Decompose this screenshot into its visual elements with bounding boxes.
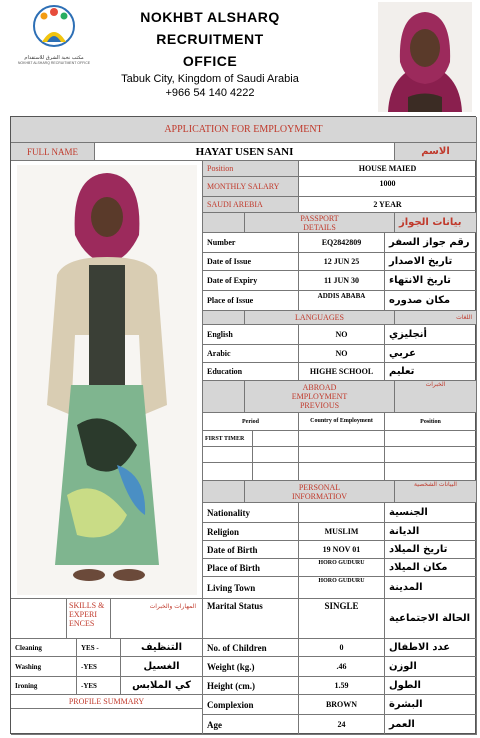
living-town-label: Living Town bbox=[203, 577, 299, 599]
skills-section-ar: المهارات والخبرات bbox=[111, 599, 203, 639]
personal-section-spacer bbox=[203, 481, 245, 503]
languages-section-title: LANGUAGES bbox=[245, 311, 395, 325]
place-of-issue-ar: مكان صدوره bbox=[385, 291, 477, 311]
company-header bbox=[90, 6, 330, 100]
abroad-row-country bbox=[299, 431, 385, 447]
abroad-row-position bbox=[385, 447, 477, 463]
date-of-birth-value: 19 NOV 01 bbox=[299, 541, 385, 559]
contract-country-label: SAUDI AREBIA bbox=[203, 197, 299, 213]
passport-number-ar: رقم جواز السفر bbox=[385, 233, 477, 253]
profile-summary-body bbox=[11, 709, 203, 735]
languages-section-spacer bbox=[203, 311, 245, 325]
height-ar: الطول bbox=[385, 677, 477, 695]
age-ar: العمر bbox=[385, 715, 477, 735]
weight-value: .46 bbox=[299, 657, 385, 677]
date-of-birth-label: Date of Birth bbox=[203, 541, 299, 559]
abroad-header-country: Country of Employment bbox=[299, 413, 385, 431]
application-title: APPLICATION FOR EMPLOYMENT bbox=[11, 117, 477, 143]
living-town-value: HORO GUDURU bbox=[299, 577, 385, 599]
marital-status-ar: الحالة الاجتماعية bbox=[385, 599, 477, 639]
company-logo bbox=[14, 2, 94, 68]
logo-emblem-icon bbox=[14, 2, 94, 50]
skill-cleaning-label: Cleaning bbox=[11, 639, 77, 657]
abroad-row-period-2 bbox=[253, 463, 299, 481]
languages-section-ar: اللغات bbox=[395, 311, 477, 325]
skills-section-title: SKILLS & EXPERI ENCES bbox=[67, 599, 111, 639]
abroad-row-period-2 bbox=[253, 431, 299, 447]
abroad-header-period: Period bbox=[203, 413, 299, 431]
place-of-birth-ar: مكان الميلاد bbox=[385, 559, 477, 577]
arabic-ar: عربي bbox=[385, 345, 477, 363]
abroad-row-position bbox=[385, 431, 477, 447]
abroad-section-ar: الخبرات bbox=[395, 381, 477, 413]
full-body-photo bbox=[11, 161, 203, 599]
skill-cleaning-value: YES - bbox=[77, 639, 121, 657]
age-label: Age bbox=[203, 715, 299, 735]
passport-section-ar: بيانات الجواز bbox=[395, 213, 477, 233]
contract-period-value: 2 YEAR bbox=[299, 197, 477, 213]
passport-number-value: EQ2842809 bbox=[299, 233, 385, 253]
age-value: 24 bbox=[299, 715, 385, 735]
weight-ar: الوزن bbox=[385, 657, 477, 677]
english-label: English bbox=[203, 325, 299, 345]
education-value: HIGHE SCHOOL bbox=[299, 363, 385, 381]
passport-number-label: Number bbox=[203, 233, 299, 253]
skills-section-spacer bbox=[11, 599, 67, 639]
date-of-issue-value: 12 JUN 25 bbox=[299, 253, 385, 271]
height-value: 1.59 bbox=[299, 677, 385, 695]
logo-caption-ar: مكتب نخبة الشرق للاستقدام bbox=[24, 55, 84, 61]
company-phone: +966 54 140 4222 bbox=[165, 87, 255, 99]
personal-section-title: PERSONAL INFORMATIOV bbox=[245, 481, 395, 503]
abroad-section-title: ABROAD EMPLOYMENT PREVIOUS bbox=[245, 381, 395, 413]
english-ar: أنجليزي bbox=[385, 325, 477, 345]
skill-washing-label: Washing bbox=[11, 657, 77, 677]
abroad-row-period: FIRST TIMER bbox=[203, 431, 253, 447]
complexion-label: Complexion bbox=[203, 695, 299, 715]
company-name-line3: OFFICE bbox=[182, 53, 238, 69]
education-ar: تعليم bbox=[385, 363, 477, 381]
logo-caption-en: NOKHBT ALSHARQ RECRUITMENT OFFICE bbox=[17, 61, 91, 65]
skill-washing-value: -YES bbox=[77, 657, 121, 677]
complexion-ar: البشرة bbox=[385, 695, 477, 715]
date-of-issue-ar: تاريخ الاصدار bbox=[385, 253, 477, 271]
place-of-issue-value: ADDIS ABABA bbox=[299, 291, 385, 311]
company-name-line2: RECRUITMENT bbox=[156, 31, 264, 47]
children-label: No. of Children bbox=[203, 639, 299, 657]
children-value: 0 bbox=[299, 639, 385, 657]
monthly-salary-value: 1000 bbox=[299, 177, 477, 197]
religion-ar: الديانة bbox=[385, 523, 477, 541]
passport-section-spacer bbox=[203, 213, 245, 233]
english-value: NO bbox=[299, 325, 385, 345]
personal-section-ar: البيانات الشخصية bbox=[395, 481, 477, 503]
education-label: Education bbox=[203, 363, 299, 381]
skill-ironing-label: Ironing bbox=[11, 677, 77, 695]
abroad-row-period bbox=[203, 463, 253, 481]
abroad-row-country bbox=[299, 463, 385, 481]
abroad-header-position: Position bbox=[385, 413, 477, 431]
full-name-value: HAYAT USEN SANI bbox=[95, 143, 395, 161]
company-city: Tabuk City, Kingdom of Saudi Arabia bbox=[121, 73, 299, 85]
place-of-issue-label: Place of Issue bbox=[203, 291, 299, 311]
date-of-expiry-ar: تاريخ الانتهاء bbox=[385, 271, 477, 291]
full-name-ar: الاسم bbox=[395, 143, 477, 161]
full-body-photo-icon bbox=[17, 165, 197, 595]
complexion-value: BROWN bbox=[299, 695, 385, 715]
place-of-birth-label: Place of Birth bbox=[203, 559, 299, 577]
profile-summary-label: PROFILE SUMMARY bbox=[11, 695, 203, 709]
date-of-birth-ar: تاريخ الميلاد bbox=[385, 541, 477, 559]
weight-label: Weight (kg.) bbox=[203, 657, 299, 677]
application-form bbox=[10, 116, 476, 734]
portrait-photo-icon bbox=[378, 2, 472, 112]
skill-cleaning-ar: التنظيف bbox=[121, 639, 203, 657]
passport-photo bbox=[378, 2, 472, 112]
passport-section-title: PASSPORT DETAILS bbox=[245, 213, 395, 233]
date-of-expiry-value: 11 JUN 30 bbox=[299, 271, 385, 291]
skill-washing-ar: الغسيل bbox=[121, 657, 203, 677]
skill-ironing-ar: كي الملابس bbox=[121, 677, 203, 695]
religion-value: MUSLIM bbox=[299, 523, 385, 541]
abroad-row-period bbox=[203, 447, 253, 463]
arabic-label: Arabic bbox=[203, 345, 299, 363]
position-label: Position bbox=[203, 161, 299, 177]
place-of-birth-value: HORO GUDURU bbox=[299, 559, 385, 577]
abroad-row-country bbox=[299, 447, 385, 463]
nationality-value bbox=[299, 503, 385, 523]
children-ar: عدد الاطفال bbox=[385, 639, 477, 657]
living-town-ar: المدينة bbox=[385, 577, 477, 599]
company-name-line1: NOKHBT ALSHARQ bbox=[140, 9, 280, 25]
skill-ironing-value: -YES bbox=[77, 677, 121, 695]
marital-status-label: Marital Status bbox=[203, 599, 299, 639]
monthly-salary-label: MONTHLY SALARY bbox=[203, 177, 299, 197]
nationality-label: Nationality bbox=[203, 503, 299, 523]
religion-label: Religion bbox=[203, 523, 299, 541]
date-of-expiry-label: Date of Expiry bbox=[203, 271, 299, 291]
position-value: HOUSE MAIED bbox=[299, 161, 477, 177]
date-of-issue-label: Date of Issue bbox=[203, 253, 299, 271]
nationality-ar: الجنسية bbox=[385, 503, 477, 523]
arabic-value: NO bbox=[299, 345, 385, 363]
full-name-label: FULL NAME bbox=[11, 143, 95, 161]
abroad-row-position bbox=[385, 463, 477, 481]
marital-status-value: SINGLE bbox=[299, 599, 385, 639]
abroad-row-period-2 bbox=[253, 447, 299, 463]
abroad-section-spacer bbox=[203, 381, 245, 413]
height-label: Height (cm.) bbox=[203, 677, 299, 695]
